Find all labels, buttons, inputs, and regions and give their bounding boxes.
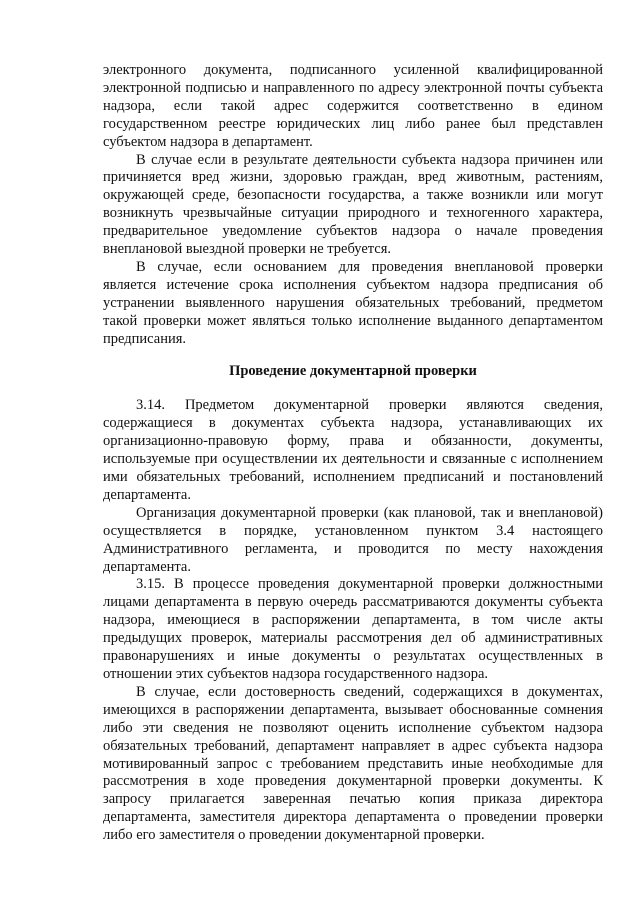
paragraph-3-14: 3.14. Предметом документарной проверки являются сведения, содержащиеся в документах субъекта надзора, устанавливающих их организационно-правовую форму, права и обязанности, документы, используемые при осуществлении их деятельности и связанные с исполнением ими обязательных требований, исполнением предписаний и постановлений департамента. (103, 397, 603, 503)
paragraph-harm-case: В случае если в результате деятельности субъекта надзора причинен или причиняется вред жизни, здоровью граждан, вред животным, растениям, окружающей среде, безопасности государства, а также возникли или могут возникнуть чрезвычайные ситуации природного и техногенного характера, предварительное уведомление субъектов надзора о начале проведения внеплановой выездной проверки не требуется. (103, 151, 603, 258)
paragraph-doubt-case: В случае, если достоверность сведений, содержащихся в документах, имеющихся в распоряжении департамента, вызывает обоснованные сомнения либо эти сведения не позволяют оценить исполнение субъектом надзора обязательных требований, департамент направляет в адрес субъекта надзора мотивированный запрос с требованием представить иные необходимые для рассмотрения в ходе проведения документарной проверки документы. К запросу прилагается заверенная печатью копия приказа директора департамента, заместителя директора департамента о проведении проверки либо его заместителя о проведении документарной проверки. (103, 683, 603, 844)
paragraph-prescription-case: В случае, если основанием для проведения внеплановой проверки является истечение срока исполнения субъектом надзора предписания об устранении выявленного нарушения обязательных требований, предметом такой проверки может являться только исполнение выданного департаментом предписания. (103, 258, 603, 347)
paragraph-continuation: электронного документа, подписанного усиленной квалифицированной электронной подписью и направленного по адресу электронной почты субъекта надзора, если такой адрес содержится соответственно в едином государственном реестре юридических лиц либо ранее был представлен субъектом надзора в департамент. (103, 62, 603, 150)
section-heading: Проведение документарной проверки (229, 362, 477, 379)
document-body (103, 62, 603, 845)
paragraph-organization: Организация документарной проверки (как плановой, так и внеплановой) осуществляется в порядке, установленном пунктом 3.4 настоящего Административного регламента, и проводится по месту нахождения департамента. (103, 504, 603, 575)
paragraph-3-15: 3.15. В процессе проведения документарной проверки должностными лицами департамента в первую очередь рассматриваются документы субъекта надзора, имеющиеся в распоряжении департамента, в том числе акты предыдущих проверок, материалы рассмотрения дел об административных правонарушениях и иные документы о результатах осуществленных в отношении этих субъектов надзора государственного надзора. (103, 576, 603, 682)
